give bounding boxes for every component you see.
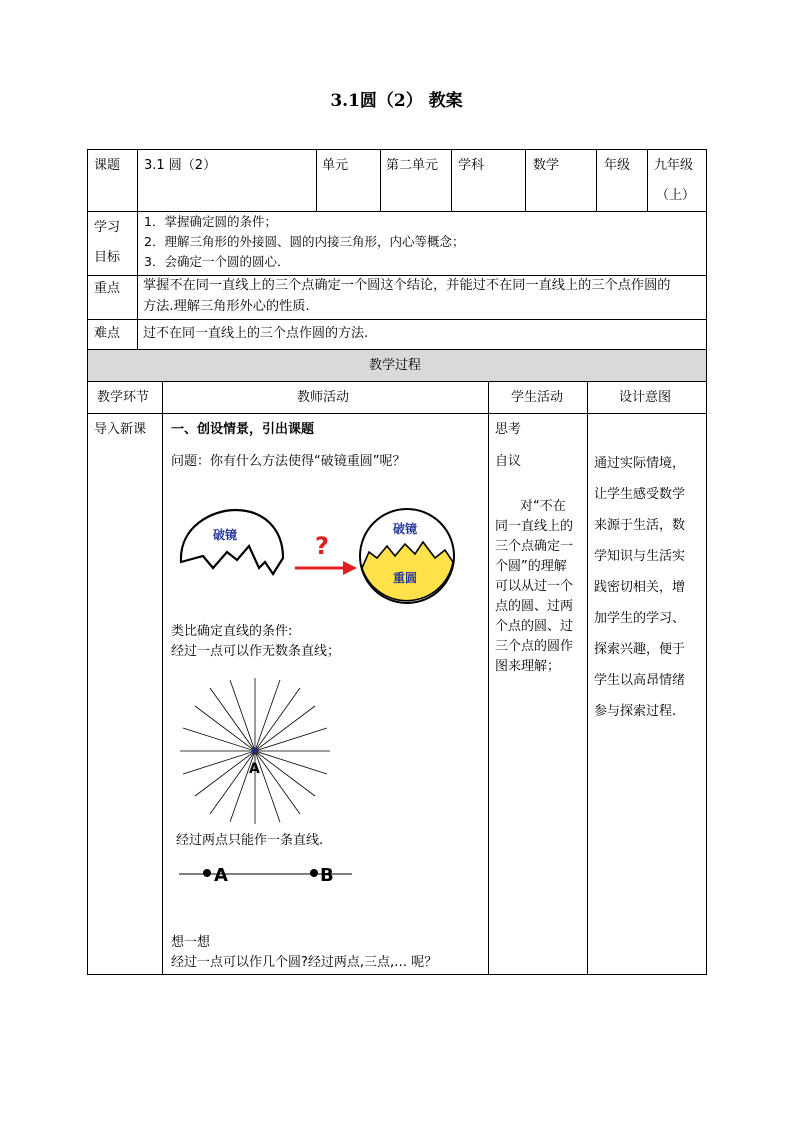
intent-line-8: 学生以高昂情绪 bbox=[594, 673, 686, 688]
subject-label: 学科 bbox=[458, 158, 485, 173]
cell-key-content bbox=[137, 275, 707, 320]
topic-value: 3.1 圆（2） bbox=[144, 158, 217, 173]
student-para-5: 可以从过一个 bbox=[495, 579, 574, 594]
student-para-7: 个点的圆、过 bbox=[495, 619, 574, 634]
student-para-9: 图来理解； bbox=[495, 659, 561, 674]
one-point-text: 经过一点可以作无数条直线； bbox=[171, 644, 341, 659]
col-teacher-header bbox=[162, 381, 489, 414]
intent-line-7: 探索兴趣，便于 bbox=[594, 642, 686, 657]
step-text: 导入新课 bbox=[94, 422, 147, 437]
cell-step bbox=[87, 413, 163, 975]
intent-line-2: 让学生感受数学 bbox=[594, 487, 686, 502]
goal-item-3: 3．会确定一个圆的圆心． bbox=[144, 254, 290, 269]
key-label: 重点 bbox=[94, 281, 121, 296]
two-point-line-figure bbox=[177, 859, 357, 889]
subject-value: 数学 bbox=[533, 158, 560, 173]
process-header-text: 教学过程 bbox=[369, 358, 422, 373]
cell-difficulty-content bbox=[137, 319, 707, 350]
cell-unit-label bbox=[316, 149, 381, 212]
question-mark: ? bbox=[315, 532, 329, 560]
point-a-label: A bbox=[249, 761, 260, 777]
broken-mirror-shape bbox=[181, 510, 283, 574]
intent-line-3: 来源于生活，数 bbox=[594, 518, 686, 533]
cell-topic-value bbox=[137, 149, 317, 212]
student-para-3: 三个点确定一 bbox=[495, 539, 574, 554]
broken-mirror-figure bbox=[173, 506, 473, 606]
unit-value: 第二单元 bbox=[386, 158, 439, 173]
student-para-1: 对“不在 bbox=[520, 499, 566, 514]
col-intent-header bbox=[587, 381, 707, 414]
line-point-b-label: B bbox=[320, 865, 334, 886]
think-question: 经过一点可以作几个圆?经过两点,三点,… 呢？ bbox=[171, 955, 438, 970]
cell-student bbox=[488, 413, 588, 975]
two-points-text: 经过两点只能作一条直线. bbox=[176, 833, 324, 848]
intent-line-1: 通过实际情境， bbox=[594, 456, 686, 471]
cell-unit-value bbox=[380, 149, 452, 212]
key-line-1: 掌握不在同一直线上的三个点确定一个圆这个结论，并能过不在同一直线上的三个点作圆的 bbox=[143, 278, 671, 293]
line-point-b-dot bbox=[310, 869, 318, 877]
cell-subject-value bbox=[525, 149, 597, 212]
goal-item-2: 2．理解三角形的外接圆、圆的内接三角形，内心等概念； bbox=[144, 234, 465, 249]
mirror-label-left: 破镜 bbox=[213, 528, 238, 542]
intent-line-5: 践密切相关，增 bbox=[594, 580, 686, 595]
difficulty-label: 难点 bbox=[94, 326, 121, 341]
cell-grade-label bbox=[596, 149, 648, 212]
cell-goals-content bbox=[137, 211, 707, 276]
analogy-text: 类比确定直线的条件: bbox=[171, 624, 293, 639]
unit-label: 单元 bbox=[322, 158, 349, 173]
cell-topic-label bbox=[87, 149, 138, 212]
col-step-text: 教学环节 bbox=[97, 390, 150, 405]
grade-label: 年级 bbox=[604, 158, 631, 173]
line-point-a-dot bbox=[203, 869, 211, 877]
intent-line-4: 学知识与生活实 bbox=[594, 549, 686, 564]
goals-label-2: 目标 bbox=[94, 250, 121, 265]
intent-line-9: 参与探索过程. bbox=[594, 704, 677, 719]
page-title: 3.1圆（2） 教案 bbox=[330, 91, 463, 111]
student-line-2: 自议 bbox=[495, 454, 522, 469]
grade-value-1: 九年级 bbox=[654, 158, 694, 173]
student-para-4: 个圆”的理解 bbox=[495, 559, 567, 574]
col-teacher-text: 教师活动 bbox=[297, 390, 350, 405]
student-para-2: 同一直线上的 bbox=[495, 519, 574, 534]
col-step-header bbox=[87, 381, 163, 414]
point-a-dot bbox=[253, 749, 258, 754]
cell-grade-value bbox=[647, 149, 707, 212]
col-student-header bbox=[488, 381, 588, 414]
col-intent-text: 设计意图 bbox=[619, 390, 672, 405]
student-para-8: 三个点的圆作 bbox=[495, 639, 574, 654]
mirror-label-right: 破镜 bbox=[393, 522, 418, 536]
restored-label: 重圆 bbox=[393, 571, 418, 585]
goals-label-1: 学习 bbox=[94, 220, 121, 235]
key-line-2: 方法.理解三角形外心的性质. bbox=[143, 299, 310, 314]
pencil-of-lines-figure bbox=[175, 676, 335, 826]
grade-value-2: （上） bbox=[656, 188, 696, 203]
cell-difficulty-label bbox=[87, 319, 138, 350]
process-header bbox=[87, 349, 707, 382]
cell-intent bbox=[587, 413, 707, 975]
line-point-a-label: A bbox=[214, 865, 228, 886]
cell-subject-label bbox=[451, 149, 526, 212]
arrow-head bbox=[343, 561, 357, 575]
intent-line-6: 加学生的学习、 bbox=[594, 611, 686, 626]
student-line-1: 思考 bbox=[495, 422, 522, 437]
cell-teacher bbox=[162, 413, 489, 975]
teacher-heading: 一、创设情景，引出课题 bbox=[171, 422, 315, 437]
teacher-question: 问题：你有什么方法使得“破镜重圆”呢？ bbox=[171, 454, 406, 469]
student-para-6: 点的圆、过两 bbox=[495, 599, 574, 614]
goal-item-1: 1．掌握确定圆的条件； bbox=[144, 214, 277, 229]
difficulty-text: 过不在同一直线上的三个点作圆的方法. bbox=[143, 326, 369, 341]
think-text: 想一想 bbox=[171, 935, 211, 950]
col-student-text: 学生活动 bbox=[511, 390, 564, 405]
cell-key-label bbox=[87, 275, 138, 320]
topic-label: 课题 bbox=[94, 158, 121, 173]
cell-goals-label bbox=[87, 211, 138, 276]
